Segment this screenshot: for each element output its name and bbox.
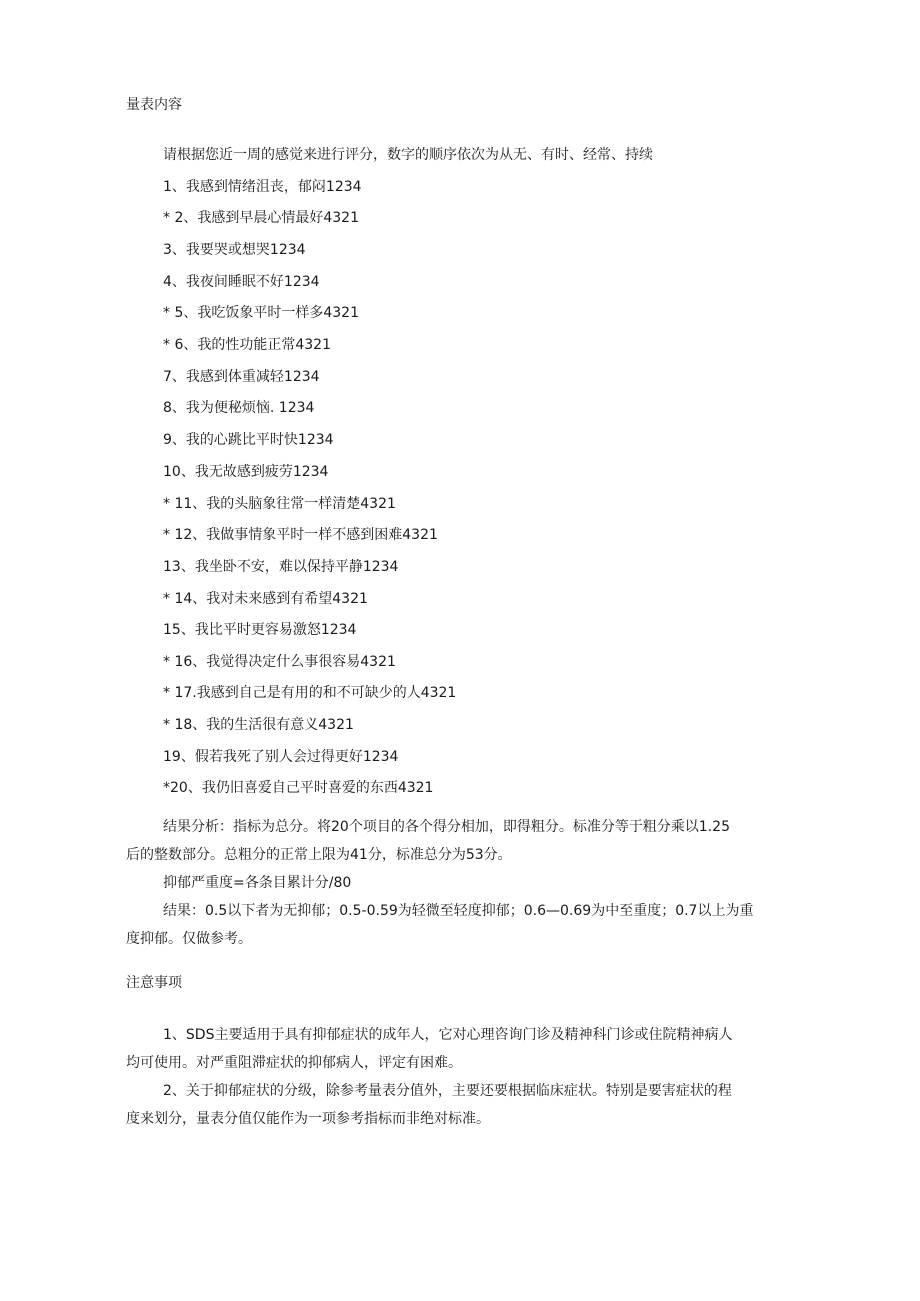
scale-item: 13、我坐卧不安，难以保持平静1234 [163,559,399,575]
scale-item: * 14、我对未来感到有希望4321 [163,591,368,607]
analysis-line: 后的整数部分。总粗分的正常上限为41分，标准总分为53分。 [126,847,512,863]
scale-item: * 2、我感到早晨心情最好4321 [163,210,359,226]
scale-item: 4、我夜间睡眠不好1234 [163,274,320,290]
scale-item: * 18、我的生活很有意义4321 [163,717,354,733]
scale-item: 15、我比平时更容易激怒1234 [163,622,357,638]
notes-section-heading: 注意事项 [126,975,182,991]
result-line: 度抑郁。仅做参考。 [126,931,252,947]
scale-item: 1、我感到情绪沮丧，郁闷1234 [163,179,362,195]
scale-section-heading: 量表内容 [126,97,182,113]
scale-item: * 5、我吃饭象平时一样多4321 [163,305,359,321]
severity-formula: 抑郁严重度=各条目累计分/80 [163,875,352,891]
note-paragraph-1: 1、SDS主要适用于具有抑郁症状的成年人，它对心理咨询门诊及精神科门诊或住院精神病人 [163,1027,733,1043]
scale-item: * 17.我感到自己是有用的和不可缺少的人4321 [163,685,457,701]
scale-item: 19、假若我死了别人会过得更好1234 [163,749,399,765]
scale-item: * 11、我的头脑象往常一样清楚4321 [163,496,396,512]
scale-item: 3、我要哭或想哭1234 [163,242,306,258]
scale-item: *20、我仍旧喜爱自己平时喜爱的东西4321 [163,780,434,796]
scale-item: * 12、我做事情象平时一样不感到困难4321 [163,527,438,543]
analysis-line: 结果分析：指标为总分。将20个项目的各个得分相加，即得粗分。标准分等于粗分乘以1.25 [163,819,730,835]
note-paragraph-2-cont: 度来划分，量表分值仅能作为一项参考指标而非绝对标准。 [126,1111,490,1127]
note-paragraph-1-cont: 均可使用。对严重阻滞症状的抑郁病人，评定有困难。 [126,1055,462,1071]
scale-item: * 6、我的性功能正常4321 [163,337,331,353]
scale-item: 8、我为便秘烦恼. 1234 [163,400,315,416]
scale-item: 7、我感到体重减轻1234 [163,369,320,385]
note-paragraph-2: 2、关于抑郁症状的分级，除参考量表分值外，主要还要根据临床症状。特别是要害症状的程 [163,1083,732,1099]
result-line: 结果：0.5以下者为无抑郁；0.5-0.59为轻微至轻度抑郁；0.6—0.69为中至重度；0.7以上为重 [163,903,754,919]
scale-instruction: 请根据您近一周的感觉来进行评分，数字的顺序依次为从无、有时、经常、持续 [163,147,653,163]
scale-item: 9、我的心跳比平时快1234 [163,432,334,448]
scale-item: * 16、我觉得决定什么事很容易4321 [163,654,396,670]
scale-item: 10、我无故感到疲劳1234 [163,464,329,480]
